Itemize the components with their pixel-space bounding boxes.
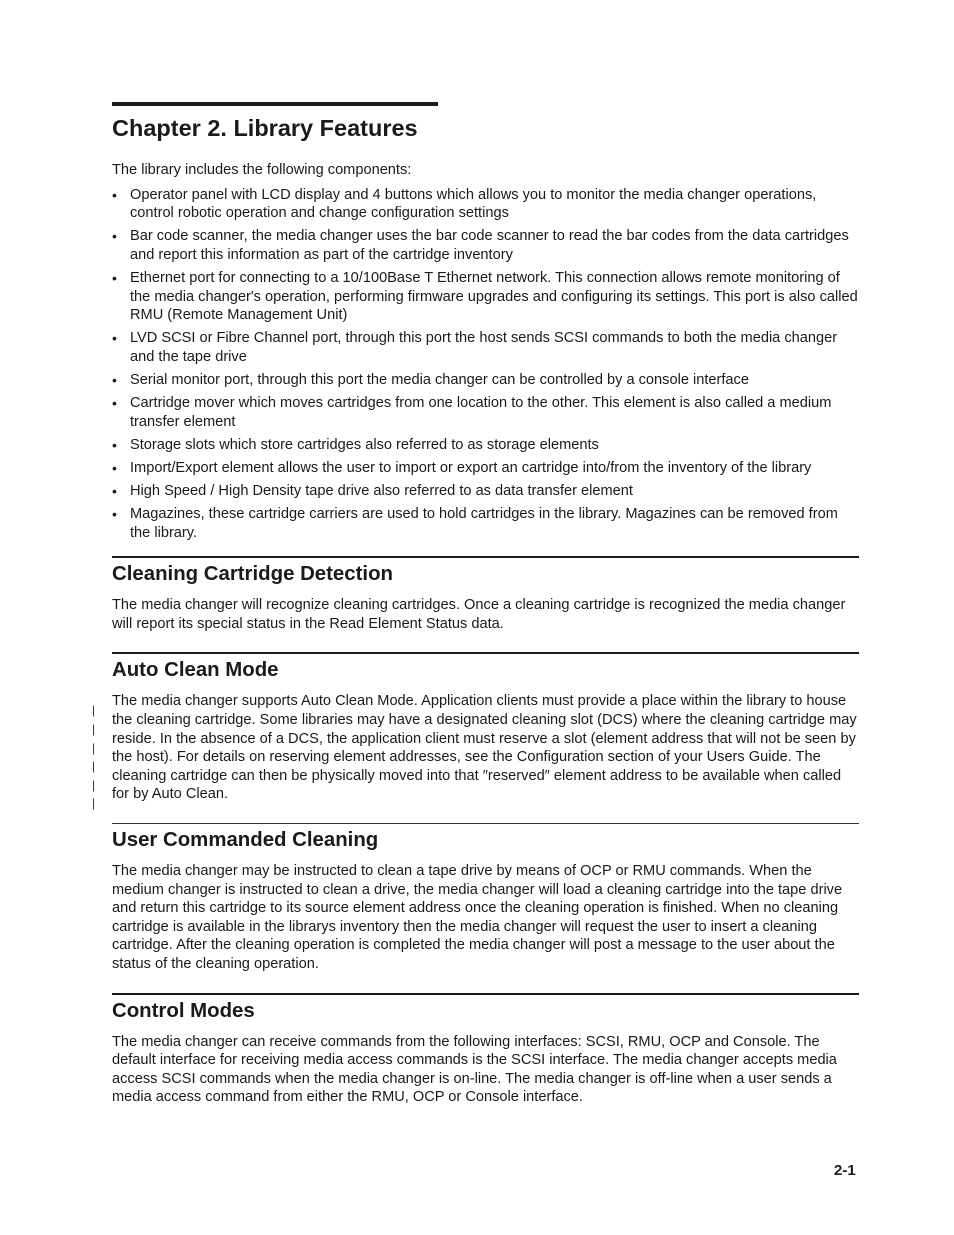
bullet-icon: • <box>112 506 117 522</box>
feature-list <box>112 186 859 543</box>
section-title: Cleaning Cartridge Detection <box>112 563 393 586</box>
section-text: The media changer can receive commands from the following interfaces: SCSI, RMU, OCP and Console. The default interface for receiving media access commands is the SCSI interface. The media changer accepts media access SCSI commands when the media changer is on-line. The media changer is off-line when a user sends a media access command from either the RMU, OCP or Console interface. <box>112 1033 837 1106</box>
bullet-icon: • <box>112 371 117 388</box>
list-item: • Cartridge mover which moves cartridges from one location to the other. This element is also called a medium transfer element <box>112 395 832 430</box>
list-item: • High Speed / High Density tape drive also referred to as data transfer element <box>112 482 633 499</box>
list-item: • Magazines, these cartridge carriers are used to hold cartridges in the library. Magazines can be removed from the library. <box>112 506 838 541</box>
section-auto-clean <box>92 652 859 811</box>
chapter-rule <box>112 102 438 106</box>
intro-text: The library includes the following components: <box>112 162 412 178</box>
bullet-icon: • <box>112 228 117 245</box>
section-rule <box>112 652 859 654</box>
chapter-title: Chapter 2. Library Features <box>112 115 418 141</box>
list-item: • Import/Export element allows the user to import or export an cartridge into/from the inventory of the library <box>112 459 812 476</box>
list-item: • Serial monitor port, through this port the media changer can be controlled by a console interface <box>112 371 749 388</box>
bullet-icon: • <box>112 482 117 499</box>
section-user-cleaning <box>112 823 859 974</box>
section-text: The media changer may be instructed to clean a tape drive by means of OCP or RMU commands. When the medium changer is instructed to clean a drive, the media changer will load a cleaning cartridge into the tape drive and return this cartridge to its source element address once the cleaning operation is finished. When no cleaning cartridge is available in the librarys inventory then the media changer will request the user to insert a cleaning cartridge. After the cleaning operation is completed the media changer will post a message to the user about the status of the cleaning operation. <box>112 862 843 972</box>
document-page <box>92 102 859 1107</box>
bullet-icon: • <box>112 186 117 203</box>
list-item: • Storage slots which store cartridges also referred to as storage elements <box>112 436 599 453</box>
list-item: • Ethernet port for connecting to a 10/100Base T Ethernet network. This connection allows remote monitoring of the media changer's operation, performing firmware upgrades and configuring its settings. This port is also called RMU (Remote Management Unit) <box>112 269 858 324</box>
changed-text-block <box>92 692 859 811</box>
section-cleaning-detection <box>112 556 859 633</box>
bullet-icon: • <box>112 395 117 412</box>
change-bar: | | | | | | <box>92 703 96 811</box>
page-number: 2-1 <box>834 1162 856 1179</box>
bullet-icon: • <box>112 330 117 347</box>
bullet-icon: • <box>112 269 117 286</box>
section-rule <box>112 556 859 558</box>
list-item: • Operator panel with LCD display and 4 buttons which allows you to monitor the media changer operations, control robotic operation and change configuration settings <box>112 186 817 222</box>
section-control-modes <box>112 993 859 1107</box>
section-title: Control Modes <box>112 999 255 1022</box>
section-text: The media changer will recognize cleaning cartridges. Once a cleaning cartridge is recognized the media changer will report its special status in the Read Element Status data. <box>112 597 846 632</box>
section-text: The media changer supports Auto Clean Mode. Application clients must provide a place within the library to house the cleaning cartridge. Some libraries may have a designated cleaning slot (DCS) where the cleaning cartridge may reside. In the absence of a DCS, the application client must reserve a slot (element address that will not be seen by the host). For details on reserving element addresses, see the Configuration section of your Users Guide. The cleaning cartridge can then be physically moved into that ″reserved″ element address to be available when called for by Auto Clean. <box>112 693 857 803</box>
section-title: User Commanded Cleaning <box>112 828 379 851</box>
bullet-icon: • <box>112 459 117 476</box>
list-item: • Bar code scanner, the media changer uses the bar code scanner to read the bar codes from the data cartridges and report this information as part of the cartridge inventory <box>112 228 849 263</box>
bullet-icon: • <box>112 436 117 453</box>
list-item: • LVD SCSI or Fibre Channel port, through this port the host sends SCSI commands to both the media changer and the tape drive <box>112 330 838 365</box>
section-rule <box>112 823 859 824</box>
section-rule <box>112 993 859 995</box>
section-title: Auto Clean Mode <box>112 659 279 682</box>
